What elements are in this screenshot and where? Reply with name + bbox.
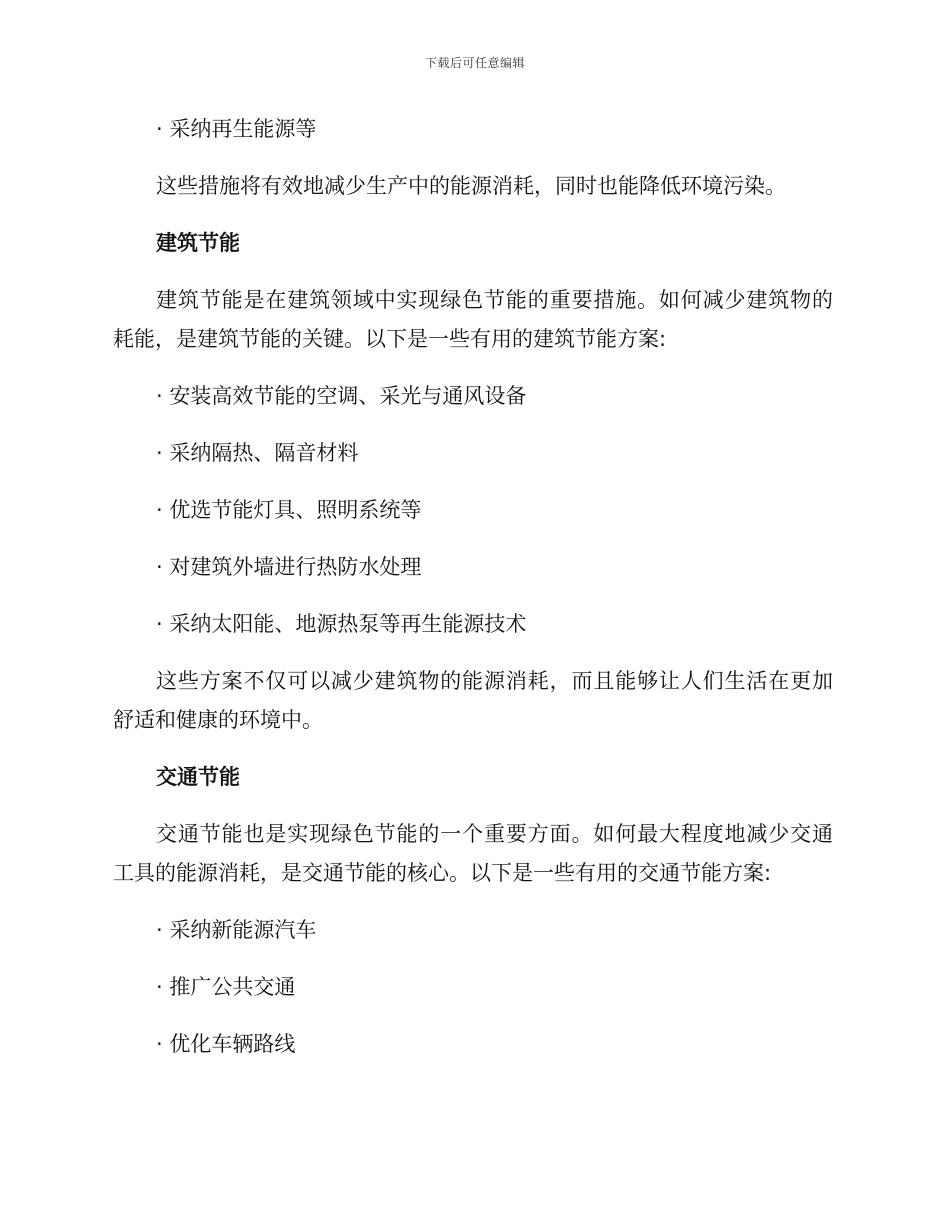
list-item: · 对建筑外墙进行热防水处理 — [156, 555, 422, 579]
paragraph-production-summary: 这些措施将有效地减少生产中的能源消耗，同时也能降低环境污染。 — [156, 174, 786, 198]
list-item: · 采纳太阳能、地源热泵等再生能源技术 — [156, 612, 527, 636]
list-item: · 采纳新能源汽车 — [156, 918, 317, 942]
header-note: 下载后可任意编辑 — [424, 56, 525, 70]
paragraph-transport-intro — [113, 815, 833, 893]
paragraph-line: 舒适和健康的环境中。 — [113, 708, 323, 732]
list-item: · 采纳隔热、隔音材料 — [156, 441, 359, 465]
paragraph-line: 工具的能源消耗，是交通节能的核心。以下是一些有用的交通节能方案: — [113, 861, 772, 885]
list-item: · 优化车辆路线 — [156, 1032, 296, 1056]
list-item: · 安装高效节能的空调、采光与通风设备 — [156, 384, 527, 408]
heading-transport-energy: 交通节能 — [156, 765, 240, 789]
paragraph-line: 这些方案不仅可以减少建筑物的能源消耗，而且能够让人们生活在更加 — [156, 669, 833, 693]
paragraph-line: 交通节能也是实现绿色节能的一个重要方面。如何最大程度地减少交通 — [156, 822, 833, 846]
paragraph-line: 建筑节能是在建筑领域中实现绿色节能的重要措施。如何减少建筑物的 — [156, 288, 833, 312]
paragraph-building-summary — [113, 662, 833, 740]
heading-building-energy: 建筑节能 — [156, 231, 240, 255]
document-body — [113, 110, 833, 1082]
list-item: · 推广公共交通 — [156, 975, 296, 999]
bullet-renewable-energy: · 采纳再生能源等 — [156, 117, 317, 141]
paragraph-line: 耗能，是建筑节能的关键。以下是一些有用的建筑节能方案: — [113, 327, 667, 351]
list-item: · 优选节能灯具、照明系统等 — [156, 498, 422, 522]
paragraph-building-intro — [113, 281, 833, 359]
